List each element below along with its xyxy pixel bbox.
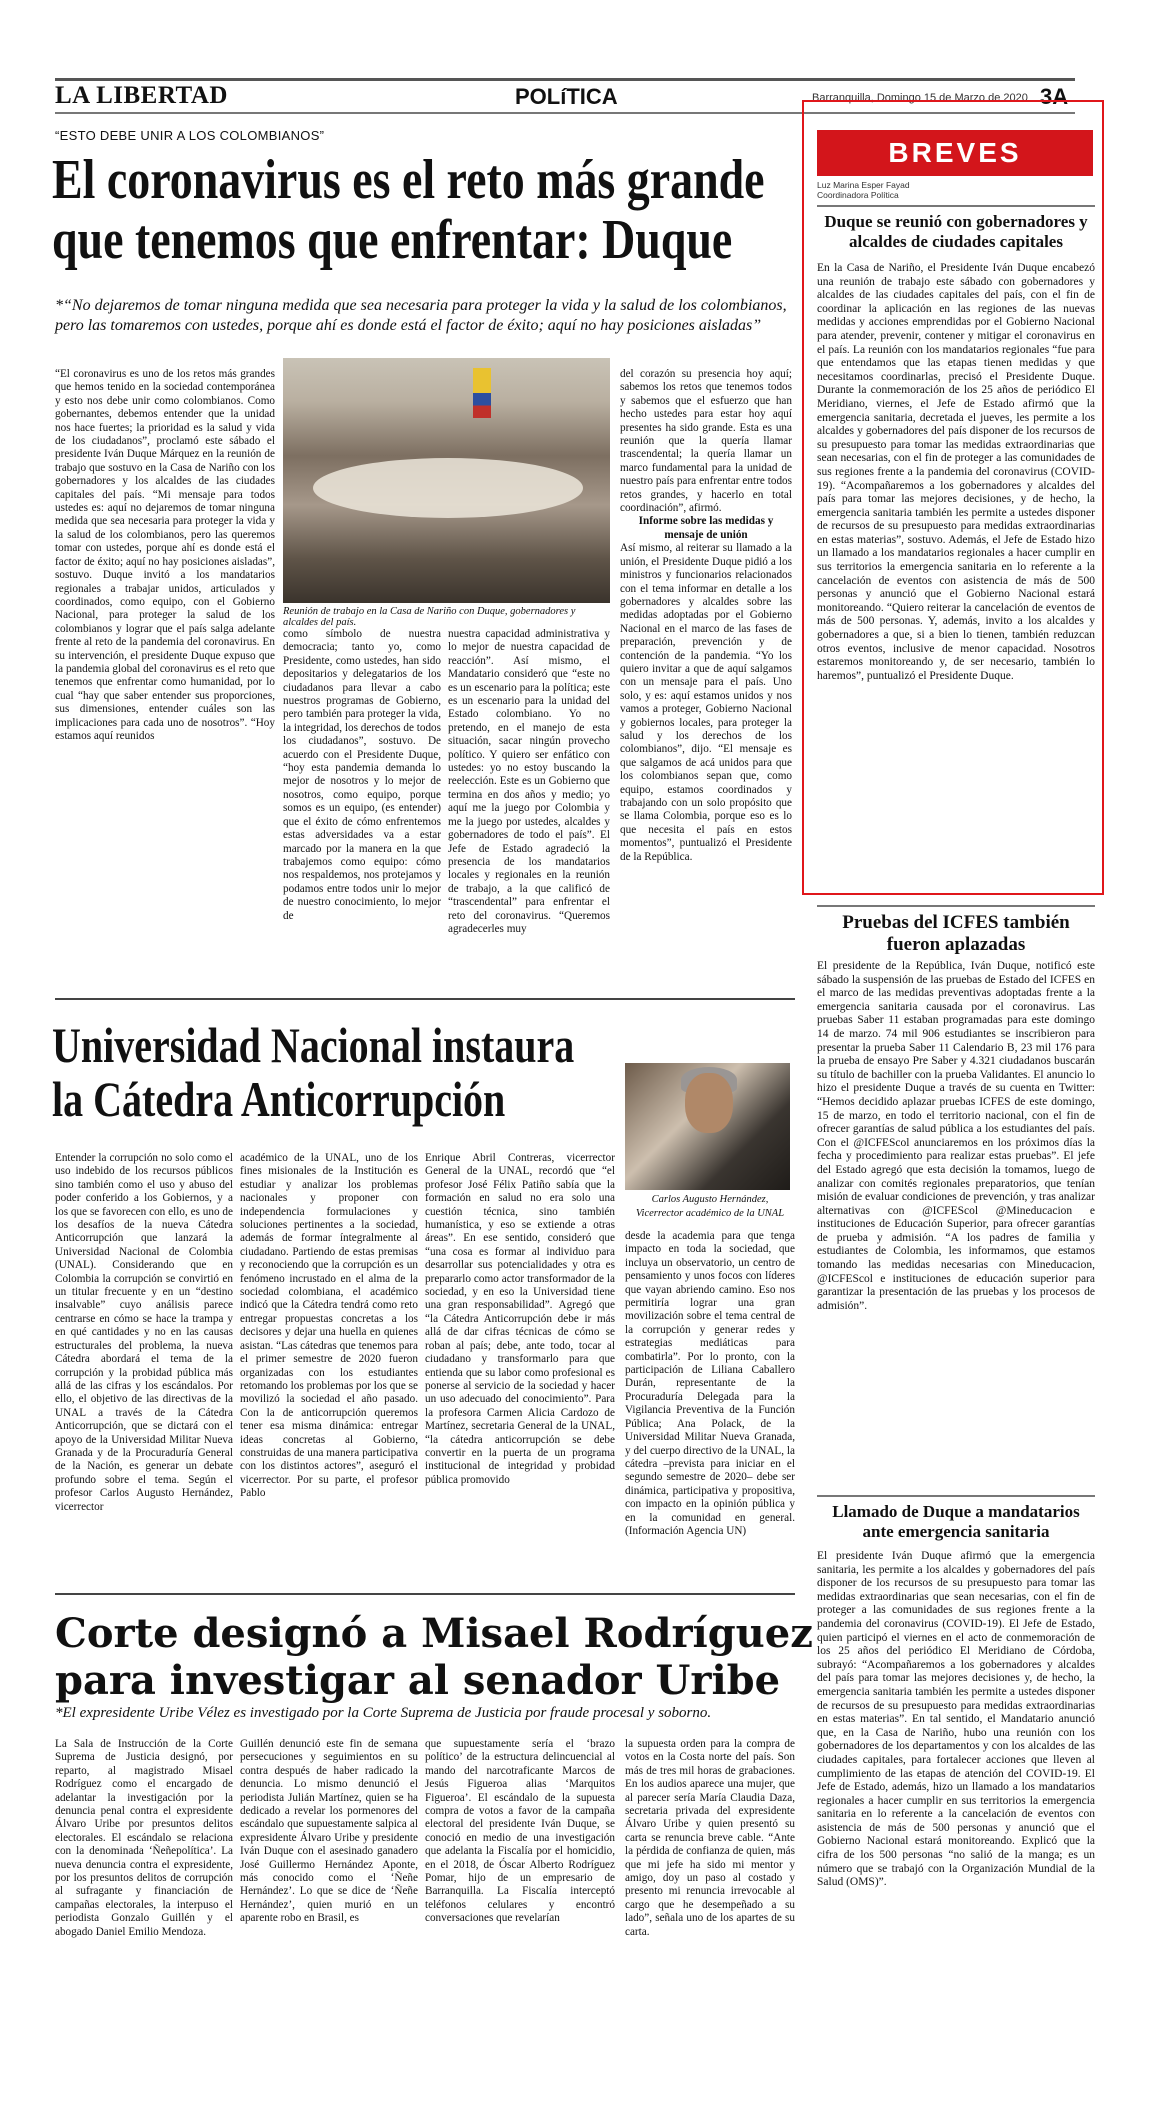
lead-headline-line2: que tenemos que enfrentar: Duque xyxy=(52,209,733,271)
corte-subheadline: *El expresidente Uribe Vélez es investigado por la Corte Suprema de Justicia por fraude procesal y soborno. xyxy=(55,1705,712,1721)
corte-column-2: Guillén denunció este fin de semana persecuciones y seguimientos en su contra después de haber radicado la denuncia. Lo mismo denunció el periodista Julián Martínez, quien se ha dedicado a revelar los pormenores del escándalo que supuestamente salpica al expresidente Álvaro Uribe y presidente Iván Duque con el asesinado ganadero José Guillermo Hernández Aponte, más conocido como el ‘Ñeñe Hernández’. Lo que se dice de ‘Ñeñe Hernández’, quien murió en un aparente robo en Brasil, es xyxy=(240,1738,418,1925)
universidad-headline-line1: Universidad Nacional instaura xyxy=(52,1017,575,1073)
universidad-column-3: Enrique Abril Contreras, vicerrector General de la UNAL, recordó que “el profesor José Félix Patiño sabía que la formación en salud no era solo una cuestión técnica, sino también humanística, y eso se extiende a otras áreas”. En ese sentido, consideró que “una cosa es formar al individuo para desarrollar sus potencialidades y otra es prepararlo como actor transformador de la sociedad, y en eso la Universidad tiene una gran responsabilidad”. Agregó que “la Cátedra Anticorrupción debe ir más allá de dar cifras técnicas de cómo se roban al país; debe, ante todo, tocar al ciudadano y transformarlo para que entienda que su labor como profesional es ponerse al servicio de la sociedad y hacer un uso adecuado del conocimiento”. Para la profesora Carmen Alicia Cardozo de Martínez, secretaria General de la UNAL, “la cátedra anticorrupción se debe convertir en la puerta de un programa institucional de integridad y probidad pública promovido xyxy=(425,1152,615,1486)
section-divider-1 xyxy=(55,998,795,1000)
corte-column-3: que supuestamente sería el ‘brazo político’ de la estructura delincuencial al mando del narcotraficante Marcos de Jesús Figueroa alias ‘Marquitos Figueroa’. El escándalo de la supuesta compra de votos a favor de la campaña electoral del presidente Iván Duque, se conoció en medio de una investigación que adelanta la Fiscalía por el homicidio, en el 2018, de Óscar Alberto Rodríguez Pomar, hijo de un empresario de Barranquilla. La Fiscalía interceptó teléfonos celulares y encontró conversaciones que revelarían xyxy=(425,1738,615,1925)
universidad-column-4: desde la academia para que tenga impacto en toda la sociedad, que incluya un observatorio, un centro de pensamiento y unos focos con líderes que vayan abriendo camino. Eso nos permitiría lograr una gran movilización sobre el tema central de la corrupción y generar redes y estrategias mediáticas para combatirla”. Por lo pronto, con la participación de Liliana Caballero Durán, representante de la Procuraduría Delegada para la Vigilancia Preventiva de la Función Pública; Ana Polack, de la Universidad Militar Nueva Granada, y del cuerpo directivo de la UNAL, la cátedra –prevista para iniciar en el segundo semestre de 2020– debe ser dinámica, participativa y propositiva, con impacto en la opinión pública y en la comunidad en general. (Información Agencia UN) xyxy=(625,1230,795,1537)
meeting-photo xyxy=(283,358,610,603)
breves-rule-2 xyxy=(817,905,1095,907)
newspaper-name: LA LIBERTAD xyxy=(55,82,228,109)
section-divider-2 xyxy=(55,1593,795,1595)
brief-1-body: En la Casa de Nariño, el Presidente Iván Duque encabezó una reunión de trabajo este sábado con gobernadores y alcaldes de las ciudades capitales del país, con el fin de coordinar la aplicación en las regiones de las nuevas medidas y acciones emprendidas por el Gobierno Nacional para atender, prevenir, contener y mitigar el coronavirus en el país. La reunión con los mandatarios regionales “fue para que entendamos que las etapas tienen medidas y que necesitamos coordinarlas, precisó el Presidente Duque. Durante la conmemoración de los 25 años de periódico El Meridiano, viernes, el Jefe de Estado afirmó que la emergencia sanitaria, decretada el jueves, les permite a los alcaldes y gobernadores del país disponer de los recursos de su presupuesto para tomar las medidas extraordinarias que sean necesarias, con el fin de proteger a las comunidades de sus regiones frente a la pandemia del coronavirus (COVID-19). “Acompañaremos a los gobernadores y alcaldes del país para tomar las mejores decisiones, y de hecho, la emergencia sanitaria también les permite a ustedes disponer de recursos de su presupuesto para medidas extraordinarias en estas materias”, sostuvo. Además, el Jefe de Estado hizo un llamado a los mandatarios regionales a hacer cumplir en sus territorios la emergencia sanitaria en lo referente a la cancelación de eventos con asistencia de más de 500 personas y anunció que el Gobierno Nacional estará monitoreando. “Quiero reiterar la cancelación de eventos de más de 500 personas. Y, además, invito a los alcaldes y gobernadores a que, si a bien lo tienen, también reduzcan otros eventos, inclusive de menor capacidad. Nosotros estaremos monitoreando y, de ser necesario, también lo haremos”, puntualizó el Presidente Duque. xyxy=(817,262,1095,682)
corte-headline-line2: para investigar al senador Uribe xyxy=(55,1657,781,1704)
breves-rule-3 xyxy=(817,1495,1095,1497)
universidad-column-1: Entender la corrupción no solo como el uso indebido de los recursos públicos sino también como el uso y abuso del poder conferido a los Gobiernos, y a los que se favorecen con ello, es uno de los desafíos de la nueva Cátedra Anticorrupción que lanzará la Universidad Nacional de Colombia (UNAL). Considerando que en Colombia la corrupción se convirtió en un titular frecuente y en un “destino insalvable” cuyo análisis parece centrarse en cómo se hace la trampa y en qué cantidades y no en las causas estructurales del problema, la nueva Cátedra abordará el tema de la corrupción y la probidad pública más allá de las cifras y los escándalos. Por ello, el objetivo de las directivas de la UNAL a través de la Cátedra Anticorrupción, que se dictará con el apoyo de la Universidad Militar Nueva Granada y de la Procuraduría General de la Nación, es generar un debate profundo sobre el tema. Según el profesor Carlos Augusto Hernández, vicerrector xyxy=(55,1152,233,1513)
corte-headline xyxy=(55,1610,815,1704)
author-role: Coordinadora Política xyxy=(817,190,899,200)
lead-inline-subhead: Informe sobre las medidas y mensaje de unión xyxy=(638,515,774,541)
corte-column-4: la supuesta orden para la compra de votos en la Costa norte del país. Son más de tres mil horas de grabaciones. En los audios aparece una mujer, que al parecer sería María Claudia Daza, secretaria privada del expresidente Álvaro Uribe y quien presentó su carta se renuncia breve cable. “Ante la pérdida de confianza de quien, más que mi jefe ha sido mi mentor y amigo, doy un paso al costado y presento mi renuncia irrevocable al cargo que he desempeñado a su lado”, señala uno de los apartes de su carta. xyxy=(625,1738,795,1938)
lead-subheadline: *“No dejaremos de tomar ninguna medida que sea necesaria para proteger la vida y la salud de los colombianos, pero las tomaremos con ustedes, porque ahí es donde está el factor de éxito; aquí no hay posiciones aisladas” xyxy=(55,297,787,334)
lead-column-3: nuestra capacidad administrativa y lo mejor de nuestra capacidad de reacción”. Así mismo, el Mandatario consideró que “este no es un escenario para la política; este es un escenario para la unidad del Estado colombiano. Yo no pretendo, en el manejo de esta situación, sacar ningún provecho político. Y quiero ser enfático con ustedes: yo no estoy buscando la reelección. Este es un Gobierno que termina en dos años y medio; yo aquí me la juego por Colombia y me la juego por ustedes, alcaldes y gobernadores de todo el país”. El Jefe de Estado agradeció la presencia de los mandatarios locales y regionales en la reunión de trabajo, a la que calificó de “trascendental” para enfrentar el reto del coronavirus. “Queremos agradecerles muy xyxy=(448,628,610,935)
corte-headline-line1: Corte designó a Misael Rodríguez xyxy=(55,1610,813,1657)
caption-name: Carlos Augusto Hernández, xyxy=(651,1194,769,1205)
colombia-flag-icon xyxy=(473,368,491,418)
corte-column-1: La Sala de Instrucción de la Corte Suprema de Justicia designó, por reparto, al magistrado Misael Rodríguez como el encargado de adelantar la investigación por la denuncia penal contra el expresidente Álvaro Uribe por presuntos delitos electorales. El escándalo se relaciona con la denominada ‘Ñeñepolítica’. La nueva denuncia contra el expresidente, por los presuntos delitos de corrupción al sufragante y financiación de campañas electorales, la interpuso el periodista Gonzalo Guillén y el abogado Daniel Emilio Mendoza. xyxy=(55,1738,233,1938)
lead-column-4a: del corazón su presencia hoy aquí; sabemos los retos que tenemos todos y sabemos que el esfuerzo que han hecho ustedes para estar hoy aquí presentes ha sido grande. Esta es una reunión que la quería llamar trascendental; la quería llamar un marco fundamental para la unidad de nuestro país para enfrentar entre todos retos grandes, y hacerlo en total coordinación”, afirmó. xyxy=(620,368,792,515)
brief-3-body: El presidente Iván Duque afirmó que la emergencia sanitaria, les permite a los alcaldes y gobernadores del país disponer de los recursos de su presupuesto para tomar las medidas extraordinarias que sean necesarias, con el fin de proteger a las comunidades de sus regiones frente a la pandemia del coronavirus (COVID-19). El Jefe de Estado, quien participó el viernes en el acto de conmemoración de los 25 años del periódico El Meridiano de Córdoba, subrayó: “Acompañaremos a los gobernadores y alcaldes del país para tomar las mejores decisiones y, de hecho, la emergencia sanitaria también les permite a ustedes disponer de recursos de su presupuesto para medidas extraordinarias en estas materias”. En tal sentido, el Mandatario anunció que, en la Casa de Nariño, hubo una reunión con los gobernadores de los departamentos y con los alcaldes de las ciudades capitales, para fortalecer acciones que lleven al cumplimiento de las etapas de atención del COVID-19. El Jefe de Estado, además, hizo un llamado a los mandatarios regionales a hacer cumplir en sus territorios la emergencia sanitaria en lo referente a la cancelación de eventos con asistencia de más de 500 personas y anunció que el Gobierno Nacional estará monitoreando. Explicó que la cifra de los 500 personas “no salió de la manga; es un número que se trabajó con la Organización Mundial de la Salud (OMS)”. xyxy=(817,1550,1095,1889)
meeting-table-shape xyxy=(313,458,583,518)
lead-column-4 xyxy=(620,368,792,985)
universidad-headline-line2: la Cátedra Anticorrupción xyxy=(52,1071,506,1127)
brief-1-headline: Duque se reunió con gobernadores y alcaldes de ciudades capitales xyxy=(824,212,1088,251)
portrait-face-shape xyxy=(685,1073,733,1133)
lead-column-2: como símbolo de nuestra democracia; tanto yo, como Presidente, como ustedes, han sido depositarios y delegatarios de los ciudadanos para llevar a cabo nuestros programas de Gobierno, pero también para proteger la vida, la integridad, los derechos de todos los ciudadanos”, sostuvo. De acuerdo con el Presidente Duque, “hoy esta pandemia demanda lo mejor de nosotros y lo mejor de nosotros, como equipo, porque somos es un equipo, (es entender) que el éxito de cómo enfrentemos estas adversidades va a estar marcado por la manera en la que trabajemos como equipo: cómo nos respaldemos, nos protejamos y podamos entre todos unir lo mejor de nuestro conocimiento, lo mejor de xyxy=(283,628,441,922)
vicerrector-portrait-photo xyxy=(625,1063,790,1190)
page-number: 3A xyxy=(1040,84,1069,109)
universidad-column-2: académico de la UNAL, uno de los fines misionales de la Institución es estudiar y analizar los problemas nacionales y proponer con independencia formulaciones y soluciones pertinentes a la sociedad, además de formar íntegralmente al ciudadano. Partiendo de estas premisas y reconociendo que la corrupción es un fenómeno incrustado en el alma de la sociedad colombiana, el académico indicó que la Cátedra tendrá como reto entregar propuestas concretas a los decisores y dejar una huella en quienes asistan. “Las cátedras que tenemos para el primer semestre de 2020 fueron organizadas con los estudiantes retomando los problemas por los que se movilizó la sociedad el año pasado. Con la de anticorrupción queremos tener esa misma dinámica: entregar ideas concretas al Gobierno, construidas de una manera participativa con los distintos actores”, aseguró el vicerrector. Por su parte, el profesor Pablo xyxy=(240,1152,418,1500)
caption-role: Vicerrector académico de la UNAL xyxy=(635,1208,785,1219)
top-rule xyxy=(55,78,1075,81)
universidad-headline xyxy=(52,1017,575,1127)
author-name: Luz Marina Esper Fayad xyxy=(817,180,910,190)
brief-3-headline: Llamado de Duque a mandatarios ante emergencia sanitaria xyxy=(832,1502,1080,1541)
vicerrector-photo-caption xyxy=(625,1193,795,1221)
breves-banner: BREVES xyxy=(817,130,1093,176)
dateline: Barranquilla, Domingo 15 de Marzo de 2020 xyxy=(812,92,1028,104)
brief-2-headline: Pruebas del ICFES también fueron aplazadas xyxy=(842,912,1070,955)
lead-kicker: “ESTO DEBE UNIR A LOS COLOMBIANOS” xyxy=(55,128,325,143)
lead-column-4b: Así mismo, al reiterar su llamado a la unión, el Presidente Duque pidió a los ministros y funcionarios relacionados con el tema informar en detalle a los gobernadores y alcaldes sobre las medidas adoptadas por el Gobierno Nacional en el marco de las fases de preparación, prevención y de contención de la pandemia. “Yo los quiero invitar a que de aquí salgamos con un mensaje para el país. Uno solo, y es: aquí estamos unidos y nos vamos a proteger, Gobierno Nacional y gobiernos locales, para proteger la salud y los derechos de los colombianos”, dijo. “El mensaje es que salgamos de acá unidos para que los colombianos sepan que, como equipo, estamos coordinados y trabajando con un solo propósito que se llama Colombia, porque eso es lo que necesita el país en estos momentos”, puntualizó el Presidente de la República. xyxy=(620,542,792,863)
lead-headline-line1: El coronavirus es el reto más grande xyxy=(52,149,765,211)
section-name: POLíTICA xyxy=(515,84,618,109)
breves-rule-1 xyxy=(817,205,1095,207)
breves-byline xyxy=(817,180,910,200)
brief-2-body: El presidente de la República, Iván Duque, notificó este sábado la suspensión de las pruebas de Estado del ICFES en el marco de las medidas preventivas adoptadas frente a la emergencia sanitaria causada por el coronavirus. Las pruebas Saber 11 estaban programadas para este domingo 14 de marzo. 74 mil 906 estudiantes se inscribieron para presentar la prueba Saber 11 Calendario B, 23 mil 176 para la prueba de ensayo Pre Saber y 4.321 ciudadanos buscarán su título de bachiller con la prueba Validantes. El anuncio lo hizo el presidente Duque a través de su cuenta en Twitter: “Hemos decidido aplazar pruebas ICFES de este domingo, 15 de marzo, en todo el territorio nacional, con el fin de ofrecer garantías de salud pública a los estudiantes del país. Con el @ICFEScol anunciaremos en los próximos días la fecha y procedimiento para realizar estas pruebas”. El jefe del Estado agregó que esta decisión la tomamos, luego de analizar con comités regionales preparatorios, que tenían misión de evaluar condiciones de prevención, y tras analizar alternativas con @ICFEScol @Mineducacion e instituciones de Educación Superior, para ofrecer garantías de prueba y admisión. “A los padres de familia y estudiantes de Colombia, les informamos, que estamos tomando las medidas necesarias con Mineducacion, @ICFEScol e instituciones de educación superior para garantizar la presentación de las pruebas y los procesos de admisión”. xyxy=(817,960,1095,1312)
lead-column-1: “El coronavirus es uno de los retos más grandes que hemos tenido en la sociedad contemporánea y esto nos debe unir como colombianos. Como gobernantes, debemos entender que la unidad nos hace fuertes; la prioridad es la salud y vida de los ciudadanos”, proclamó este sábado el presidente Iván Duque Márquez en la reunión de trabajo que sostuvo en la Casa de Nariño con los gobernadores y los alcaldes de las ciudades capitales del país. “Mi mensaje para todos ustedes es: aquí no dejaremos de tomar ninguna medida que sea necesaria para proteger la vida y la salud de los colombianos, pero las queremos tomar con ustedes, porque ahí es donde está el factor de éxito; aquí no hay posiciones aisladas”, sostuvo. Duque invitó a los mandatarios regionales a trabajar unidos, articulados y coordinados, como equipo, con el Gobierno Nacional, para proteger la salud de los colombianos y lograr que el país salga adelante frente al reto de la pandemia del coronavirus. En su intervención, el presidente Duque expuso que la pandemia global del coronavirus es el reto que tenemos que enfrentar como humanidad, por lo cual “hay que saber entender sus proporciones, sus dimensiones, entender cuáles son las implicaciones para cada uno de nosotros”. “Hoy estamos aquí reunidos xyxy=(55,368,275,742)
meeting-photo-caption: Reunión de trabajo en la Casa de Nariño con Duque, gobernadores y alcaldes del país. xyxy=(283,606,576,628)
lead-headline xyxy=(52,149,765,271)
